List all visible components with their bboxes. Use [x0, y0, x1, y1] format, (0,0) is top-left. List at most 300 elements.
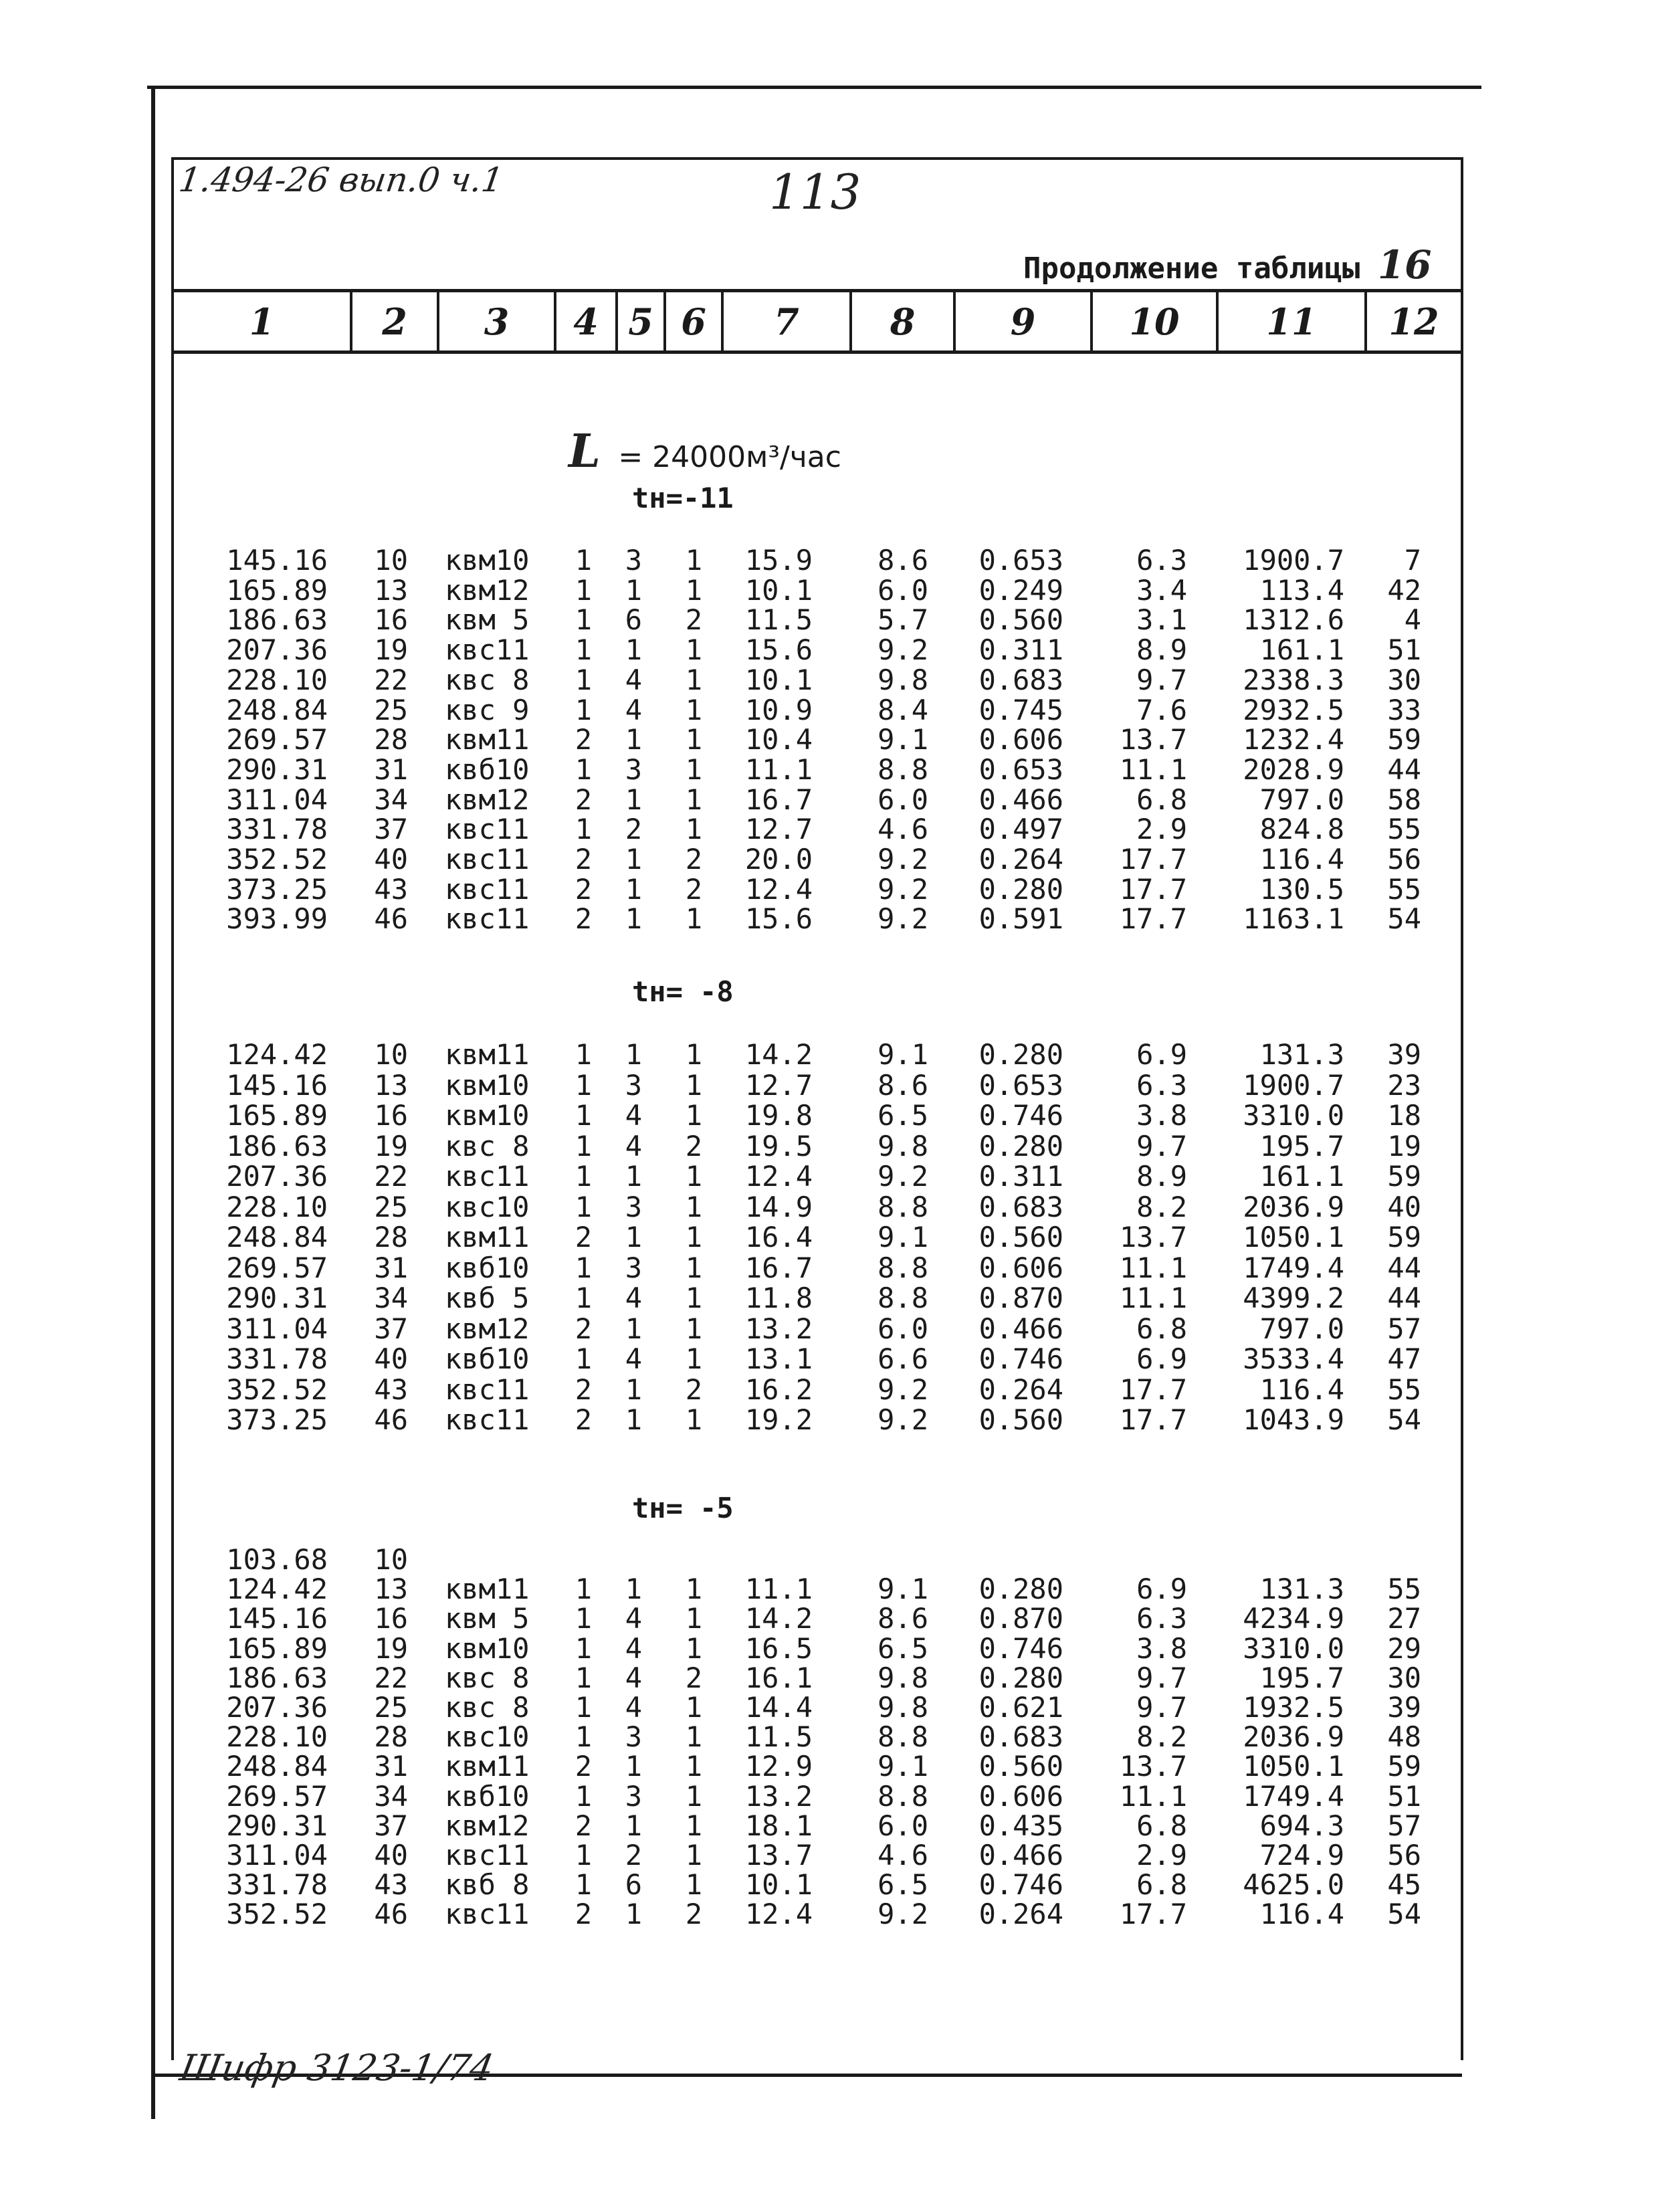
table-cell-col-7: 16.7 [744, 783, 813, 816]
section-title-2: tн= -8 [632, 975, 734, 1008]
table-cell-col-5: 4 [625, 1099, 642, 1132]
table-cell-col-2: 37 [374, 1312, 408, 1345]
column-header-6: 6 [681, 300, 706, 343]
table-cell-col-2: 31 [374, 752, 408, 786]
table-cell-col-5: 1 [625, 902, 642, 936]
table-cell-col-4: 1 [575, 1631, 592, 1665]
table-cell-col-8: 9.2 [877, 872, 928, 906]
table-cell-col-1: 311.04 [226, 783, 328, 816]
table-cell-col-9: 0.870 [978, 1282, 1063, 1314]
table-cell-col-8: 6.5 [877, 1099, 928, 1132]
table-cell-col-3: квс11 [445, 1373, 530, 1406]
column-header-8: 8 [890, 300, 916, 343]
table-cell-col-11: 1749.4 [1243, 1779, 1344, 1813]
table-cell-col-12: 55 [1387, 872, 1421, 906]
table-cell-col-10: 6.8 [1136, 1312, 1187, 1345]
table-cell-col-8: 6.5 [877, 1868, 928, 1902]
table-cell-col-5: 3 [625, 1068, 642, 1102]
table-cell-col-4: 1 [575, 1251, 592, 1284]
table-cell-col-10: 17.7 [1119, 872, 1187, 906]
table-cell-col-1: 228.10 [226, 1190, 328, 1223]
table-cell-col-4: 1 [575, 573, 592, 607]
table-cell-col-7: 12.9 [744, 1750, 813, 1783]
table-cell-col-5: 1 [625, 843, 642, 876]
table-cell-col-11: 3533.4 [1243, 1342, 1344, 1375]
table-cell-col-7: 16.1 [744, 1661, 813, 1694]
table-cell-col-7: 11.8 [744, 1282, 813, 1314]
table-cell-col-9: 0.249 [978, 573, 1063, 607]
table-cell-col-5: 4 [625, 663, 642, 696]
table-cell-col-3: квс11 [445, 1898, 530, 1931]
table-cell-col-2: 25 [374, 693, 408, 726]
table-cell-col-4: 2 [575, 1898, 592, 1931]
table-cell-col-3: квс10 [445, 1720, 530, 1754]
page-number: 113 [769, 164, 861, 220]
table-cell-col-9: 0.264 [978, 1373, 1063, 1406]
table-cell-col-4: 2 [575, 1221, 592, 1253]
table-cell-col-10: 6.8 [1136, 1868, 1187, 1902]
table-cell-col-6: 2 [685, 603, 702, 637]
column-header-4: 4 [573, 300, 599, 343]
table-cell-col-8: 9.2 [877, 1403, 928, 1436]
table-cell-col-2: 16 [374, 603, 408, 637]
table-cell-col-12: 51 [1387, 1779, 1421, 1813]
table-cell-col-4: 1 [575, 1779, 592, 1813]
table-cell-col-11: 113.4 [1259, 573, 1344, 607]
table-cell-col-3: квб 8 [445, 1868, 530, 1902]
table-cell-col-12: 57 [1387, 1312, 1421, 1345]
continuation-label: Продолжение таблицы [1023, 252, 1360, 286]
table-cell-col-2: 40 [374, 1839, 408, 1872]
table-cell-col-9: 0.683 [978, 1190, 1063, 1223]
table-cell-col-4: 1 [575, 1099, 592, 1132]
table-cell-col-10: 6.3 [1136, 1602, 1187, 1635]
table-cell-col-2: 22 [374, 663, 408, 696]
table-cell-col-6: 1 [685, 723, 702, 757]
table-cell-col-12: 56 [1387, 1839, 1421, 1872]
table-cell-col-9: 0.591 [978, 902, 1063, 936]
table-cell-col-7: 12.7 [744, 1068, 813, 1102]
table-cell-col-10: 9.7 [1136, 1661, 1187, 1694]
table-cell-col-3: квс11 [445, 902, 530, 936]
table-cell-col-3: квс 8 [445, 663, 530, 696]
table-cell-col-1: 165.89 [226, 1631, 328, 1665]
table-cell-col-11: 130.5 [1259, 872, 1344, 906]
table-cell-col-12: 56 [1387, 843, 1421, 876]
table-cell-col-10: 17.7 [1119, 1403, 1187, 1436]
table-cell-col-7: 11.1 [744, 752, 813, 786]
table-cell-col-7: 15.6 [744, 633, 813, 667]
table-cell-col-8: 9.2 [877, 902, 928, 936]
table-cell-col-7: 16.5 [744, 1631, 813, 1665]
table-cell-col-5: 4 [625, 1661, 642, 1694]
table-cell-col-3: квб10 [445, 752, 530, 786]
table-cell-col-2: 13 [374, 1573, 408, 1606]
table-cell-col-4: 1 [575, 752, 592, 786]
table-cell-col-1: 207.36 [226, 633, 328, 667]
table-cell-col-6: 1 [685, 1691, 702, 1724]
table-cell-col-3: квс 8 [445, 1661, 530, 1694]
table-cell-col-10: 8.2 [1136, 1190, 1187, 1223]
table-cell-col-7: 10.9 [744, 693, 813, 726]
table-cell-col-11: 1900.7 [1243, 1068, 1344, 1102]
table-cell-col-3: квс 8 [445, 1129, 530, 1163]
table-cell-col-11: 116.4 [1259, 1373, 1344, 1406]
table-cell-col-12: 59 [1387, 1160, 1421, 1193]
table-cell-col-11: 797.0 [1259, 1312, 1344, 1345]
table-cell-col-9: 0.311 [978, 1160, 1063, 1193]
table-cell-col-2: 43 [374, 1373, 408, 1406]
table-cell-col-3: квм10 [445, 1631, 530, 1665]
table-cell-col-7: 14.2 [744, 1038, 813, 1071]
table-cell-col-1: 103.68 [226, 1543, 328, 1576]
table-cell-col-2: 25 [374, 1691, 408, 1724]
table-cell-col-10: 6.9 [1136, 1038, 1187, 1071]
table-cell-col-1: 145.16 [226, 1068, 328, 1102]
table-cell-col-7: 19.8 [744, 1099, 813, 1132]
table-cell-col-3: квм10 [445, 1099, 530, 1132]
table-cell-col-12: 19 [1387, 1129, 1421, 1163]
table-cell-col-10: 13.7 [1119, 1221, 1187, 1253]
table-cell-col-1: 331.78 [226, 1342, 328, 1375]
column-header-10: 10 [1129, 300, 1180, 343]
table-cell-col-2: 43 [374, 872, 408, 906]
table-cell-col-5: 4 [625, 1631, 642, 1665]
table-cell-col-4: 1 [575, 603, 592, 637]
table-cell-col-8: 9.8 [877, 1129, 928, 1163]
table-cell-col-8: 5.7 [877, 603, 928, 637]
table-cell-col-2: 37 [374, 1809, 408, 1842]
table-cell-col-12: 29 [1387, 1631, 1421, 1665]
table-cell-col-6: 1 [685, 1750, 702, 1783]
table-cell-col-9: 0.435 [978, 1809, 1063, 1842]
table-cell-col-9: 0.280 [978, 872, 1063, 906]
table-cell-col-4: 2 [575, 902, 592, 936]
table-cell-col-1: 269.57 [226, 1779, 328, 1813]
table-cell-col-4: 1 [575, 1573, 592, 1606]
table-cell-col-12: 18 [1387, 1099, 1421, 1132]
table-cell-col-12: 58 [1387, 783, 1421, 816]
table-cell-col-12: 44 [1387, 1251, 1421, 1284]
table-cell-col-8: 9.1 [877, 1038, 928, 1071]
table-cell-col-11: 3310.0 [1243, 1099, 1344, 1132]
table-cell-col-5: 1 [625, 1403, 642, 1436]
table-cell-col-6: 1 [685, 1403, 702, 1436]
table-cell-col-2: 10 [374, 1543, 408, 1576]
column-header-3: 3 [484, 300, 510, 343]
table-cell-col-3: квм11 [445, 1573, 530, 1606]
table-cell-col-11: 161.1 [1259, 1160, 1344, 1193]
table-cell-col-4: 2 [575, 1403, 592, 1436]
table-cell-col-6: 1 [685, 1779, 702, 1813]
table-cell-col-2: 34 [374, 1282, 408, 1314]
table-cell-col-2: 13 [374, 573, 408, 607]
table-cell-col-10: 6.9 [1136, 1573, 1187, 1606]
table-cell-col-6: 1 [685, 1068, 702, 1102]
table-cell-col-7: 11.1 [744, 1573, 813, 1606]
table-cell-col-1: 373.25 [226, 872, 328, 906]
table-cell-col-8: 8.6 [877, 1602, 928, 1635]
table-cell-col-2: 10 [374, 544, 408, 577]
table-cell-col-8: 9.2 [877, 1898, 928, 1931]
column-header-5: 5 [628, 300, 653, 343]
table-cell-col-6: 2 [685, 1129, 702, 1163]
table-cell-col-11: 131.3 [1259, 1573, 1344, 1606]
table-cell-col-9: 0.280 [978, 1573, 1063, 1606]
table-cell-col-4: 1 [575, 1160, 592, 1193]
table-cell-col-4: 1 [575, 1661, 592, 1694]
table-cell-col-10: 17.7 [1119, 902, 1187, 936]
table-cell-col-11: 116.4 [1259, 1898, 1344, 1931]
table-cell-col-1: 124.42 [226, 1038, 328, 1071]
table-cell-col-9: 0.264 [978, 1898, 1063, 1931]
table-cell-col-4: 1 [575, 693, 592, 726]
table-cell-col-2: 40 [374, 1342, 408, 1375]
table-cell-col-6: 1 [685, 1099, 702, 1132]
table-cell-col-1: 311.04 [226, 1312, 328, 1345]
table-cell-col-6: 1 [685, 1839, 702, 1872]
table-cell-col-12: 47 [1387, 1342, 1421, 1375]
table-cell-col-11: 1900.7 [1243, 544, 1344, 577]
table-cell-col-3: квм11 [445, 1750, 530, 1783]
footer-cipher: Шифр 3123-1/74 [177, 2047, 497, 2089]
table-cell-col-9: 0.560 [978, 603, 1063, 637]
table-cell-col-6: 1 [685, 1221, 702, 1253]
table-cell-col-5: 2 [625, 813, 642, 846]
table-cell-col-5: 3 [625, 1251, 642, 1284]
table-cell-col-1: 373.25 [226, 1403, 328, 1436]
table-cell-col-3: квб10 [445, 1342, 530, 1375]
table-cell-col-8: 8.8 [877, 1282, 928, 1314]
table-cell-col-1: 352.52 [226, 1898, 328, 1931]
table-cell-col-9: 0.746 [978, 1342, 1063, 1375]
table-cell-col-8: 4.6 [877, 1839, 928, 1872]
table-cell-col-6: 2 [685, 843, 702, 876]
table-cell-col-1: 269.57 [226, 723, 328, 757]
table-cell-col-1: 165.89 [226, 1099, 328, 1132]
table-cell-col-12: 23 [1387, 1068, 1421, 1102]
table-cell-col-8: 6.0 [877, 1809, 928, 1842]
table-cell-col-11: 4399.2 [1243, 1282, 1344, 1314]
table-cell-col-5: 1 [625, 1898, 642, 1931]
table-cell-col-3: квс 9 [445, 693, 530, 726]
table-cell-col-6: 1 [685, 693, 702, 726]
table-cell-col-7: 14.2 [744, 1602, 813, 1635]
top-border-line [147, 86, 1481, 89]
table-cell-col-12: 42 [1387, 573, 1421, 607]
table-cell-col-11: 797.0 [1259, 783, 1344, 816]
table-cell-col-8: 8.6 [877, 544, 928, 577]
table-cell-col-9: 0.653 [978, 752, 1063, 786]
table-cell-col-9: 0.606 [978, 1251, 1063, 1284]
table-cell-col-6: 1 [685, 1282, 702, 1314]
section-title-3: tн= -5 [632, 1492, 734, 1524]
table-cell-col-8: 8.8 [877, 752, 928, 786]
table-cell-col-6: 2 [685, 1898, 702, 1931]
table-cell-col-9: 0.280 [978, 1129, 1063, 1163]
inner-top-line [173, 157, 1463, 160]
column-header-11: 11 [1266, 300, 1317, 343]
table-cell-col-2: 43 [374, 1868, 408, 1902]
table-cell-col-8: 9.2 [877, 1373, 928, 1406]
table-cell-col-10: 17.7 [1119, 843, 1187, 876]
table-cell-col-4: 2 [575, 1373, 592, 1406]
table-cell-col-9: 0.653 [978, 544, 1063, 577]
table-cell-col-10: 2.9 [1136, 813, 1187, 846]
table-cell-col-2: 46 [374, 1898, 408, 1931]
table-cell-col-3: квс 8 [445, 1691, 530, 1724]
table-cell-col-12: 4 [1404, 603, 1421, 637]
table-cell-col-7: 13.1 [744, 1342, 813, 1375]
table-cell-col-6: 1 [685, 573, 702, 607]
table-cell-col-3: квм11 [445, 723, 530, 757]
table-cell-col-8: 8.4 [877, 693, 928, 726]
table-cell-col-3: квс11 [445, 1160, 530, 1193]
table-cell-col-4: 2 [575, 843, 592, 876]
table-cell-col-3: квс11 [445, 1403, 530, 1436]
table-cell-col-1: 145.16 [226, 544, 328, 577]
table-cell-col-9: 0.606 [978, 723, 1063, 757]
table-cell-col-5: 3 [625, 752, 642, 786]
table-cell-col-4: 1 [575, 1868, 592, 1902]
table-cell-col-5: 2 [625, 1839, 642, 1872]
table-cell-col-1: 331.78 [226, 1868, 328, 1902]
table-cell-col-1: 228.10 [226, 1720, 328, 1754]
table-cell-col-5: 4 [625, 1342, 642, 1375]
table-cell-col-4: 2 [575, 872, 592, 906]
table-cell-col-5: 1 [625, 1221, 642, 1253]
table-cell-col-3: квс10 [445, 1190, 530, 1223]
table-cell-col-7: 14.4 [744, 1691, 813, 1724]
table-cell-col-10: 6.3 [1136, 544, 1187, 577]
table-cell-col-12: 55 [1387, 1573, 1421, 1606]
table-cell-col-6: 1 [685, 783, 702, 816]
table-cell-col-9: 0.870 [978, 1602, 1063, 1635]
table-cell-col-2: 34 [374, 1779, 408, 1813]
table-cell-col-3: квм 5 [445, 1602, 530, 1635]
table-cell-col-9: 0.683 [978, 663, 1063, 696]
table-cell-col-10: 13.7 [1119, 1750, 1187, 1783]
table-cell-col-8: 6.6 [877, 1342, 928, 1375]
table-cell-col-5: 1 [625, 633, 642, 667]
table-cell-col-12: 30 [1387, 1661, 1421, 1694]
table-cell-col-4: 2 [575, 783, 592, 816]
table-cell-col-7: 18.1 [744, 1809, 813, 1842]
section-title-1: tн=-11 [632, 482, 734, 514]
table-cell-col-1: 186.63 [226, 603, 328, 637]
table-cell-col-9: 0.466 [978, 1839, 1063, 1872]
table-cell-col-5: 1 [625, 1573, 642, 1606]
table-cell-col-7: 20.0 [744, 843, 813, 876]
table-cell-col-12: 39 [1387, 1691, 1421, 1724]
table-cell-col-1: 352.52 [226, 1373, 328, 1406]
table-cell-col-4: 2 [575, 1312, 592, 1345]
table-cell-col-3: квб10 [445, 1251, 530, 1284]
table-cell-col-10: 9.7 [1136, 1129, 1187, 1163]
table-cell-col-1: 145.16 [226, 1602, 328, 1635]
table-cell-col-10: 6.8 [1136, 1809, 1187, 1842]
table-cell-col-7: 12.4 [744, 1898, 813, 1931]
inner-right-line [1461, 157, 1463, 2060]
table-cell-col-8: 8.6 [877, 1068, 928, 1102]
table-cell-col-2: 34 [374, 783, 408, 816]
table-cell-col-2: 19 [374, 633, 408, 667]
table-cell-col-10: 11.1 [1119, 1779, 1187, 1813]
table-cell-col-7: 12.4 [744, 1160, 813, 1193]
table-cell-col-1: 311.04 [226, 1839, 328, 1872]
table-cell-col-5: 3 [625, 544, 642, 577]
table-cell-col-1: 124.42 [226, 1573, 328, 1606]
table-cell-col-2: 31 [374, 1251, 408, 1284]
table-cell-col-8: 9.1 [877, 1750, 928, 1783]
table-cell-col-3: квб 5 [445, 1282, 530, 1314]
table-cell-col-4: 1 [575, 1190, 592, 1223]
column-header-12: 12 [1388, 300, 1439, 343]
table-cell-col-2: 16 [374, 1602, 408, 1635]
table-cell-col-11: 195.7 [1259, 1129, 1344, 1163]
table-cell-col-8: 6.0 [877, 783, 928, 816]
table-cell-col-1: 165.89 [226, 573, 328, 607]
table-cell-col-2: 19 [374, 1631, 408, 1665]
table-cell-col-5: 3 [625, 1190, 642, 1223]
table-cell-col-3: квм11 [445, 1221, 530, 1253]
table-cell-col-11: 694.3 [1259, 1809, 1344, 1842]
table-cell-col-2: 37 [374, 813, 408, 846]
table-cell-col-2: 28 [374, 1221, 408, 1253]
table-cell-col-10: 6.3 [1136, 1068, 1187, 1102]
table-cell-col-8: 9.1 [877, 1573, 928, 1606]
flow-rate-heading [568, 425, 841, 478]
table-cell-col-9: 0.683 [978, 1720, 1063, 1754]
table-cell-col-4: 1 [575, 1720, 592, 1754]
table-cell-col-2: 19 [374, 1129, 408, 1163]
table-cell-col-4: 1 [575, 663, 592, 696]
table-cell-col-4: 1 [575, 1839, 592, 1872]
table-cell-col-4: 2 [575, 1750, 592, 1783]
table-cell-col-12: 27 [1387, 1602, 1421, 1635]
table-cell-col-9: 0.621 [978, 1691, 1063, 1724]
table-cell-col-11: 131.3 [1259, 1038, 1344, 1071]
table-cell-col-8: 9.8 [877, 1661, 928, 1694]
table-cell-col-9: 0.606 [978, 1779, 1063, 1813]
table-cell-col-9: 0.264 [978, 843, 1063, 876]
table-cell-col-8: 9.2 [877, 633, 928, 667]
table-cell-col-11: 1932.5 [1243, 1691, 1344, 1724]
table-cell-col-11: 2932.5 [1243, 693, 1344, 726]
table-cell-col-5: 4 [625, 1602, 642, 1635]
table-cell-col-8: 9.2 [877, 843, 928, 876]
table-cell-col-4: 1 [575, 813, 592, 846]
table-cell-col-12: 30 [1387, 663, 1421, 696]
table-cell-col-6: 1 [685, 1190, 702, 1223]
document-reference: 1.494-26 вып.0 ч.1 [176, 161, 506, 199]
table-cell-col-12: 59 [1387, 1221, 1421, 1253]
table-cell-col-10: 9.7 [1136, 663, 1187, 696]
table-cell-col-5: 1 [625, 1160, 642, 1193]
table-cell-col-2: 16 [374, 1099, 408, 1132]
table-cell-col-1: 290.31 [226, 1282, 328, 1314]
table-cell-col-2: 31 [374, 1750, 408, 1783]
table-cell-col-12: 51 [1387, 633, 1421, 667]
table-cell-col-3: квм12 [445, 1809, 530, 1842]
table-cell-col-7: 12.4 [744, 872, 813, 906]
table-cell-col-12: 48 [1387, 1720, 1421, 1754]
table-cell-col-10: 17.7 [1119, 1898, 1187, 1931]
table-cell-col-3: квб10 [445, 1779, 530, 1813]
table-cell-col-5: 1 [625, 573, 642, 607]
table-cell-col-1: 290.31 [226, 1809, 328, 1842]
table-cell-col-6: 1 [685, 1160, 702, 1193]
